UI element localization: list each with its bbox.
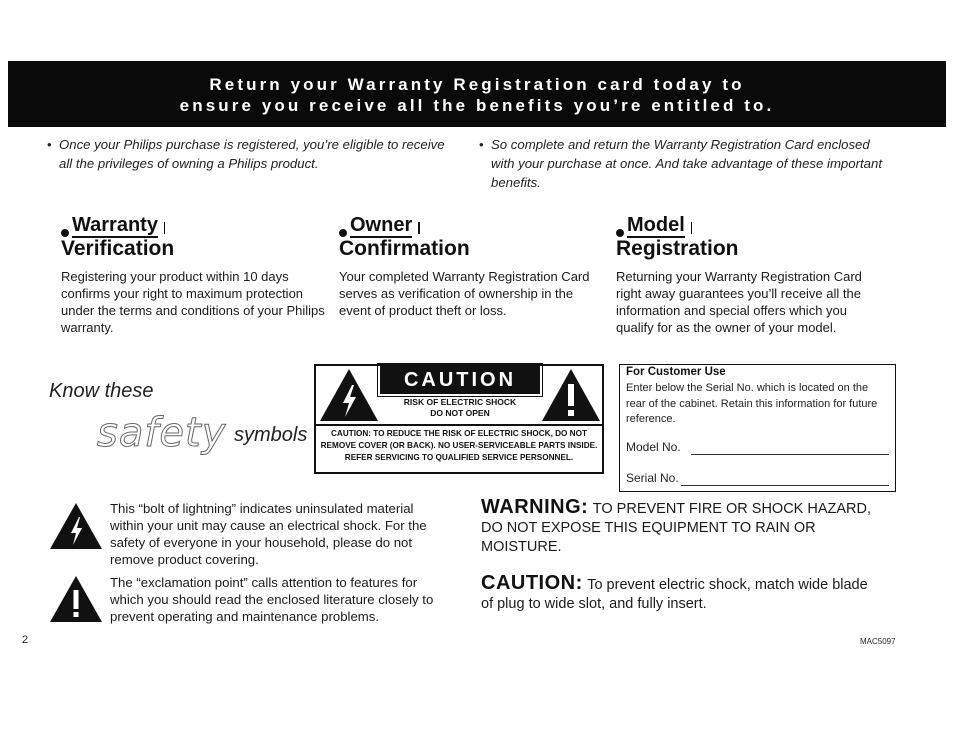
intro-bullet-left: • Once your Philips purchase is registered, you’re eligible to receive all the privileges of owning a Philips product.	[47, 137, 445, 171]
bullet-dot-icon	[339, 229, 347, 237]
bullet-dot: •	[47, 137, 52, 152]
banner-line-1: Return your Warranty Registration card today to	[209, 75, 745, 94]
caution-text: To prevent electric shock, match wide blade of plug to wide slot, and fully insert.	[481, 577, 868, 612]
benefit-title-line-1: Model	[616, 213, 884, 237]
title-tick	[418, 222, 420, 234]
warranty-banner	[8, 61, 946, 127]
exclamation-triangle-icon	[540, 367, 602, 423]
customer-use-title: For Customer Use	[626, 366, 726, 378]
title-tick	[164, 222, 166, 234]
caution-risk-text: RISK OF ELECTRIC SHOCK DO NOT OPEN	[403, 397, 517, 418]
exclamation-triangle-icon	[49, 575, 103, 623]
safety-outline-word: safety	[97, 410, 227, 456]
intro-bullet-right: • So complete and return the Warranty Registration Card enclosed with your purchase at once. And take advantage of these important benefits.	[479, 137, 882, 190]
model-number-label: Model No.	[626, 440, 681, 454]
caution-body-text: CAUTION: TO REDUCE THE RISK OF ELECTRIC SHOCK, DO NOT REMOVE COVER (OR BACK). NO USER-SERVICEABLE PARTS INSIDE. REFER SERVICING TO QUALIFIED SERVICE PERSONNEL.	[320, 429, 598, 462]
caution-heading: CAUTION:	[481, 572, 583, 594]
benefit-title-line-1: Owner	[339, 213, 601, 237]
lightning-triangle-icon	[318, 367, 380, 423]
title-tick	[691, 222, 693, 234]
bullet-dot: •	[479, 137, 484, 152]
serial-number-label: Serial No.	[626, 471, 679, 485]
model-code: MAC5097	[860, 637, 896, 646]
symbols-heading: symbols	[234, 424, 308, 446]
page-number: 2	[22, 634, 29, 646]
customer-use-instructions: Enter below the Serial No. which is located on the rear of the cabinet. Retain this information for future reference.	[626, 382, 878, 425]
bullet-dot-icon	[616, 229, 624, 237]
benefit-title-line-2: Registration	[616, 237, 739, 260]
warning-notice	[481, 496, 881, 557]
benefit-title-line-2: Verification	[61, 237, 175, 260]
benefit-title-line-1: Warranty	[61, 213, 331, 237]
benefit-body: Your completed Warranty Registration Card serves as verification of ownership in the event of product theft or loss.	[339, 269, 590, 318]
lightning-symbol-explanation: This “bolt of lightning” indicates uninsulated material within your unit may cause an electrical shock. For the safety of everyone in your household, please do not remove product covering.	[110, 501, 427, 567]
benefit-owner-confirmation	[339, 213, 601, 319]
lightning-triangle-icon	[49, 502, 103, 550]
benefit-body: Registering your product within 10 days confirms your right to maximum protection under the terms and conditions of your Philips warranty.	[61, 269, 325, 335]
bullet-dot-icon	[61, 229, 69, 237]
caution-title: CAUTION	[380, 366, 540, 394]
caution-notice	[481, 572, 881, 614]
benefit-title-line-2: Confirmation	[339, 237, 470, 260]
benefit-model-registration	[616, 213, 884, 336]
warning-heading: WARNING:	[481, 496, 589, 518]
exclamation-symbol-explanation: The “exclamation point” calls attention to features for which you should read the enclosed literature closely to prevent operating and maintenance problems.	[110, 575, 434, 624]
serial-number-field[interactable]	[681, 485, 889, 486]
warning-text: TO PREVENT FIRE OR SHOCK HAZARD, DO NOT EXPOSE THIS EQUIPMENT TO RAIN OR MOISTURE.	[481, 501, 872, 555]
model-number-field[interactable]	[691, 454, 889, 455]
benefit-body: Returning your Warranty Registration Card right away guarantees you’ll receive all the information and special offers which you qualify for as the owner of your model.	[616, 269, 862, 335]
banner-line-2: ensure you receive all the benefits you’re entitled to.	[179, 96, 775, 115]
caution-divider	[316, 424, 602, 426]
know-these-heading: Know these	[49, 380, 154, 402]
benefit-warranty-verification	[61, 213, 331, 336]
